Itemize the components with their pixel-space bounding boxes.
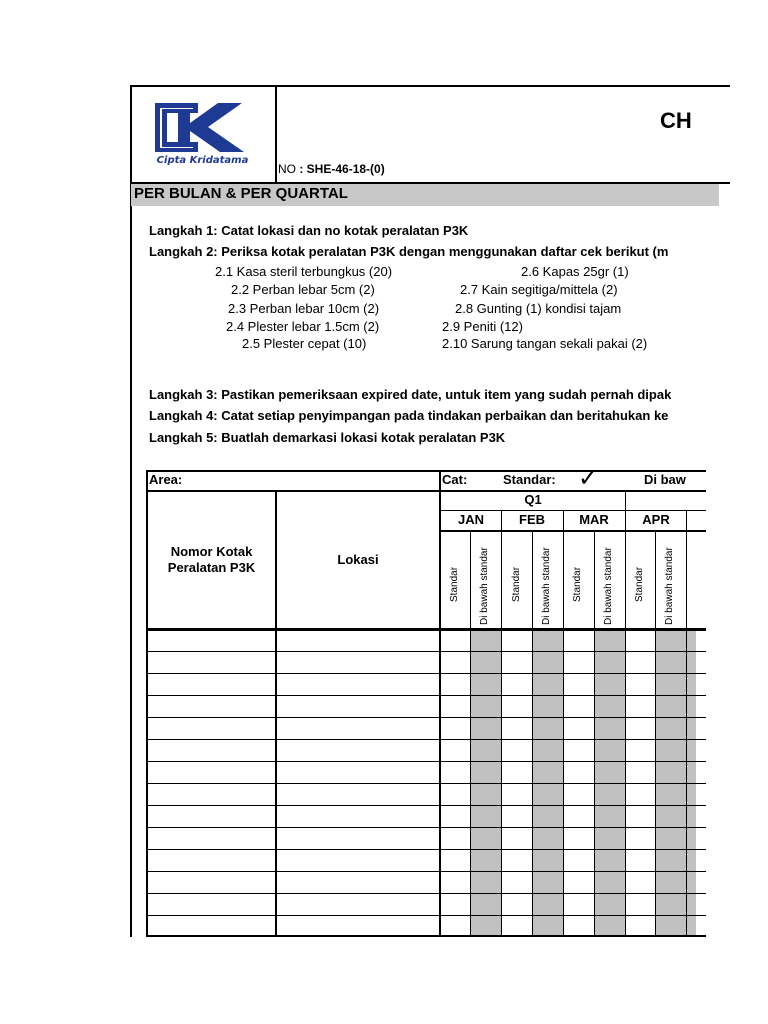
jan-sub-divider [470,530,471,937]
month-apr: APR [642,512,670,527]
month-line [440,530,706,532]
sub-header-standar: Standar [572,566,583,602]
check-mark-icon: ✓ [578,464,599,492]
doc-number-label: NO [278,162,296,176]
checklist-item: 2.7 Kain segitiga/mittela (2) [460,282,618,297]
row-line [146,915,706,916]
row-line [146,717,706,718]
checklist-item: 2.8 Gunting (1) kondisi tajam [455,301,622,316]
lokasi-month-divider [439,470,441,937]
column-header-lokasi: Lokasi [337,552,379,567]
sub-header-below: Di bawah standar [479,547,490,625]
checklist-item: 2.2 Perban lebar 5cm (2) [231,282,375,297]
header-bottom-line [146,628,706,631]
step-5: Langkah 5: Buatlah demarkasi lokasi kotak peralatan P3K [149,430,506,445]
left-border [130,85,132,937]
row-line [146,827,706,828]
feb-mar-divider [563,510,564,937]
row-line [146,673,706,674]
company-logo [150,100,255,170]
logo-divider [275,85,277,183]
quarter-label: Q1 [524,492,542,507]
row-line [146,893,706,894]
doc-number-value: : SHE-46-18-(0) [299,162,385,176]
step-1: Langkah 1: Catat lokasi dan no kotak peralatan P3K [149,223,469,238]
table-left-line [146,470,148,937]
checklist-item: 2.3 Perban lebar 10cm (2) [228,301,380,316]
checklist-item: 2.6 Kapas 25gr (1) [521,264,629,279]
below-standard-label: Di baw [644,472,686,487]
jan-feb-divider [501,510,502,937]
sub-header-below: Di bawah standar [541,547,552,625]
column-header-nomor: Nomor Kotak Peralatan P3K [167,544,256,575]
sub-header-standar: Standar [449,566,460,602]
row-line [146,695,706,696]
checklist-item: 2.4 Plester lebar 1.5cm (2) [226,319,380,334]
table-bottom-line [146,935,706,937]
month-jan: JAN [457,512,484,527]
cat-label: Cat: [442,472,468,487]
table-top-line [146,470,706,472]
sub-header-below: Di bawah standar [664,547,675,625]
feb-sub-divider [532,530,533,937]
checklist-item: 2.9 Peniti (12) [442,319,523,334]
apr-sub-divider [655,530,656,937]
quarter-line [440,510,706,511]
step-4: Langkah 4: Catat setiap penyimpangan pada tindakan perbaikan dan beritahukan ke [149,408,669,423]
standar-label: Standar: [503,472,556,487]
checklist-item: 2.1 Kasa steril terbungkus (20) [215,264,393,279]
ck-logo-icon [150,100,255,155]
mar-sub-divider [594,530,595,937]
row-line [146,871,706,872]
row-line [146,805,706,806]
row-line [146,651,706,652]
row-line [146,783,706,784]
month-feb: FEB [519,512,545,527]
q1-q2-divider [625,490,626,937]
step-2: Langkah 2: Periksa kotak peralatan P3K dengan menggunakan daftar cek berikut (m [149,244,669,259]
top-border [130,85,730,87]
page-title: CH [660,108,692,133]
doc-number [278,162,385,176]
checklist-item: 2.5 Plester cepat (10) [242,336,367,351]
sub-header-standar: Standar [634,566,645,602]
sub-header-standar: Standar [511,566,522,602]
apr-may-divider [686,510,687,937]
step-3: Langkah 3: Pastikan pemeriksaan expired date, untuk item yang sudah pernah dipak [149,387,672,402]
row-line [146,849,706,850]
row-line [146,761,706,762]
checklist-item: 2.10 Sarung tangan sekali pakai (2) [442,336,648,351]
month-mar: MAR [579,512,609,527]
sub-header-below: Di bawah standar [603,547,614,625]
company-name: Cipta Kridatama [156,155,249,166]
area-label: Area: [149,472,183,487]
row-line [146,739,706,740]
section-banner-text: PER BULAN & PER QUARTAL [134,185,348,202]
